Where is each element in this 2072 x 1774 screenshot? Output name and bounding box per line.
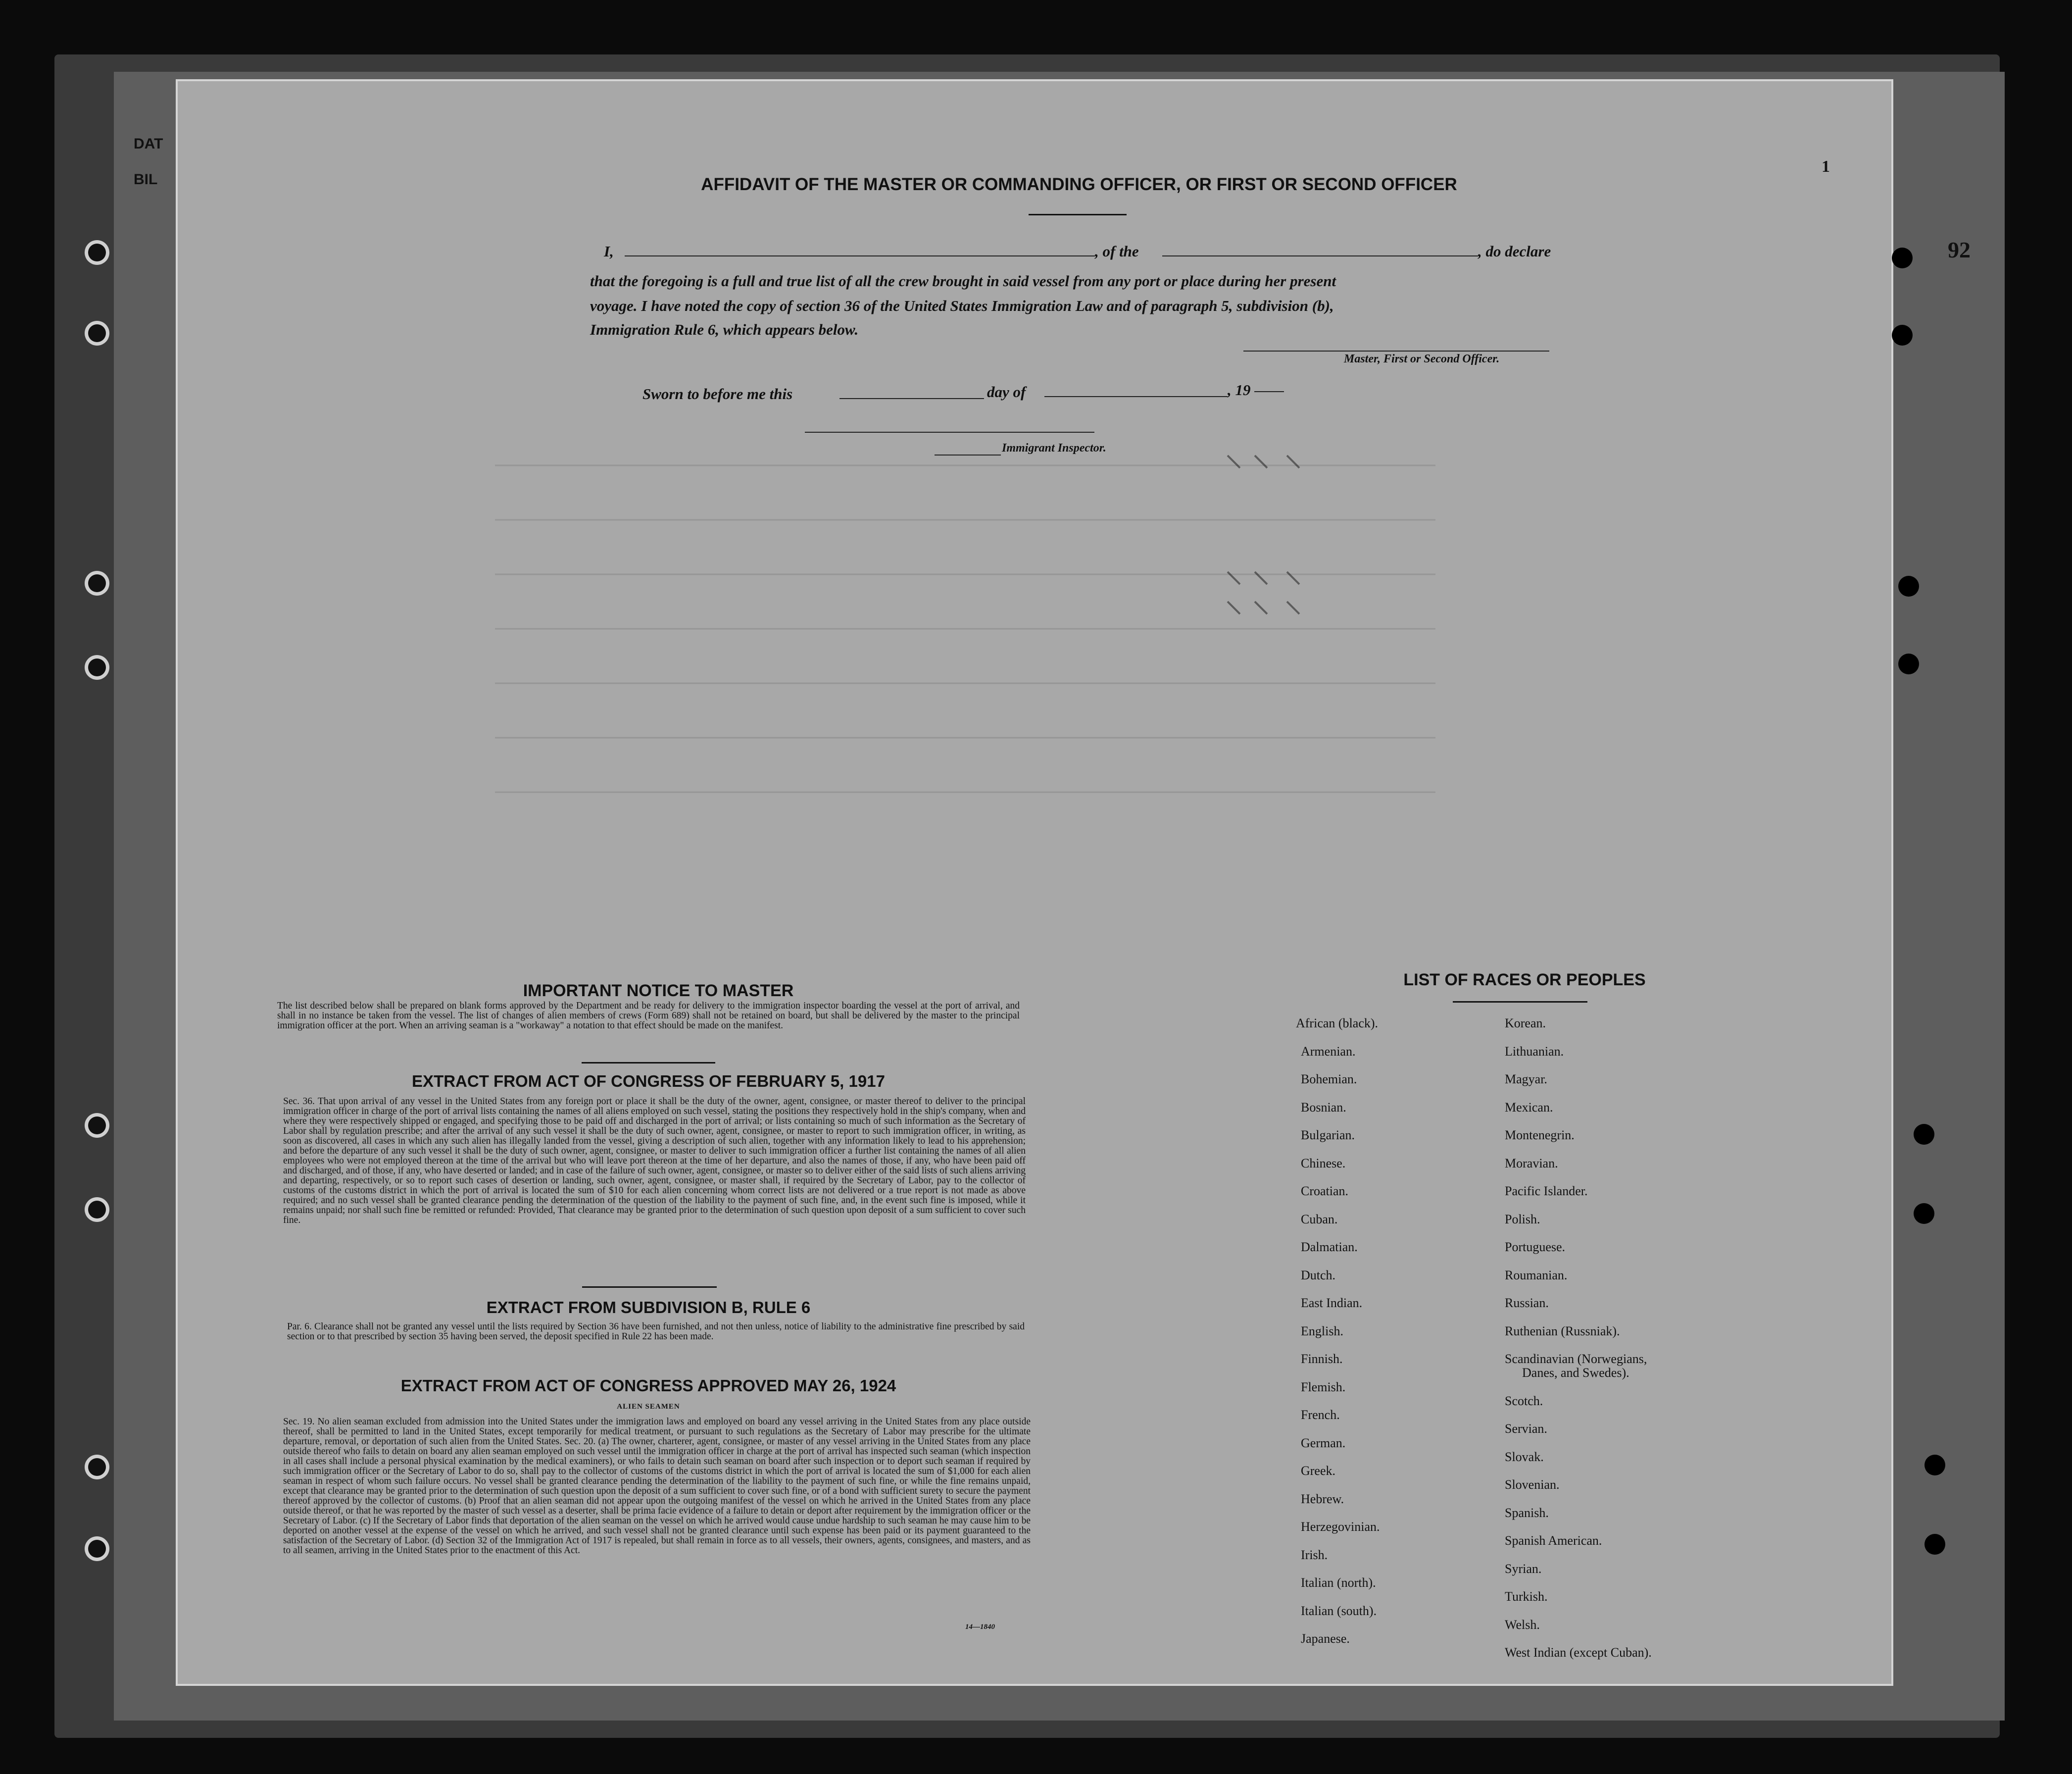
- stub-line-2: BIL: [134, 171, 158, 188]
- page-number: 92: [1948, 237, 1971, 262]
- sworn-month-blank: [1044, 396, 1228, 397]
- race-item: Dalmatian.: [1301, 1240, 1358, 1254]
- race-item: Korean.: [1505, 1016, 1546, 1030]
- race-item: Servian.: [1505, 1421, 1547, 1436]
- bleed-through-lines: [495, 446, 1435, 891]
- name-blank-line: [625, 255, 1095, 256]
- race-item: Slovak.: [1505, 1449, 1544, 1464]
- form-number: 14—1840: [965, 1623, 995, 1631]
- extract-1924-title: EXTRACT FROM ACT OF CONGRESS APPROVED MAY 26, 1924: [400, 1376, 896, 1395]
- notice-text: The list described below shall be prepared on blank forms approved by the Department and be ready for delivery to the immigration inspector boarding the vessel at the port of arrival, and shall in no instance be taken from the vessel. The list of changes of alien members of crews (Form 689) shall not be retained on board, but shall be delivered by the master to the principal immigration officer at the port. When an arriving seaman is a "workaway" a notation to that effect should be made on the manifest.: [277, 1001, 1020, 1031]
- punch-hole: [1914, 1124, 1934, 1145]
- punch-hole: [1914, 1203, 1934, 1224]
- punch-hole: [1924, 1534, 1945, 1555]
- race-item: Spanish American.: [1505, 1533, 1602, 1548]
- notice-rule: [582, 1062, 715, 1064]
- race-item: West Indian (except Cuban).: [1505, 1645, 1652, 1660]
- inspector-signature-underline: [935, 455, 1001, 456]
- race-item: Portuguese.: [1505, 1240, 1566, 1254]
- race-item: Moravian.: [1505, 1156, 1558, 1170]
- extract-1917-title: EXTRACT FROM ACT OF CONGRESS OF FEBRUARY 5, 1917: [412, 1072, 885, 1090]
- race-item: Italian (north).: [1301, 1575, 1376, 1590]
- race-item: Irish.: [1301, 1547, 1328, 1562]
- extract-1917-rule: [582, 1286, 717, 1288]
- race-item: Roumanian.: [1505, 1267, 1568, 1282]
- race-item: Croatian.: [1301, 1184, 1349, 1198]
- race-item: Scotch.: [1505, 1393, 1543, 1408]
- race-item: Slovenian.: [1505, 1477, 1560, 1492]
- inspector-signature-line: [805, 432, 1094, 433]
- races-title-rule: [1453, 1001, 1587, 1003]
- affidavit-i: I,: [604, 243, 614, 260]
- bleed-through-marks: [495, 446, 1435, 891]
- race-item: Bohemian.: [1301, 1072, 1357, 1086]
- race-item: Ruthenian (Russniak).: [1505, 1323, 1620, 1338]
- affidavit-do-declare: , do declare: [1478, 243, 1551, 260]
- race-item: Bosnian.: [1301, 1100, 1346, 1115]
- race-item: Chinese.: [1301, 1156, 1346, 1170]
- race-item: Montenegrin.: [1505, 1128, 1575, 1142]
- race-item: Syrian.: [1505, 1561, 1542, 1576]
- punch-hole: [1892, 248, 1913, 268]
- affidavit-title: AFFIDAVIT OF THE MASTER OR COMMANDING OFFICER, OR FIRST OR SECOND OFFICER: [701, 175, 1457, 194]
- sworn-day-blank: [839, 398, 984, 399]
- race-item: Japanese.: [1301, 1631, 1350, 1646]
- affidavit-of-the: , of the: [1095, 243, 1139, 260]
- sworn-day-of: day of: [987, 383, 1026, 401]
- race-item: Greek.: [1301, 1464, 1336, 1478]
- race-item: Armenian.: [1301, 1044, 1356, 1059]
- left-stub-text: [134, 126, 163, 198]
- binder-hole: [88, 324, 106, 342]
- extract-1917-text: Sec. 36. That upon arrival of any vessel in the United States from any foreign port or place it shall be the duty of the owner, agent, consignee, or master thereof to deliver to the principal immigration officer in charge of the port of arrival lists containing the names of all aliens employed on such vessel, stating the positions they respectively hold in the ship's company, when and where they were respectively shipped or engaged, and specifying those to be paid off and discharged in the port of arrival; or lists containing so much of such information as the Secretary of Labor shall by regulation prescribe; and after the arrival of any such vessel it shall be the duty of such owner, agent, consignee, or master to report to such immigration officer, in writing, as soon as discovered, all cases in which any such alien has illegally landed from the vessel, giving a description of such alien, together with any information likely to lead to his apprehension; and before the departure of any such vessel it shall be the duty of such owner, agent, consignee, or master to deliver to such immigration officer a further list containing the names of all alien employees who were not employed thereon at the time of the arrival but who will leave port thereon at the time of her departure, and also the names of those, if any, who have been paid off and discharged, and of those, if any, who have deserted or landed; and in case of the failure of such owner, agent, consignee, or master so to deliver either of the said lists of such aliens arriving and departing, respectively, or so to report such cases of desertion or landing, such owner, agent, consignee, or master shall, if required by the Secretary of Labor, pay to the collector of customs of the customs district in which the port of arrival is located the sum of $10 for each alien concerning whom correct lists are not delivered or a true report is not made as above required; and no such vessel shall be granted clearance pending the determination of the question of the liability to the payment of such fine, and, in the event such fine is imposed, while it remains unpaid; nor shall such fine be remitted or refunded: Provided, That clearance may be granted prior to the determination of such question upon deposit of a sum sufficient to cover such fine.: [283, 1096, 1026, 1225]
- race-item: Hebrew.: [1301, 1491, 1344, 1506]
- race-item: Bulgarian.: [1301, 1128, 1355, 1142]
- race-item: Mexican.: [1505, 1100, 1553, 1115]
- sworn-text: Sworn to before me this: [642, 385, 793, 403]
- punch-hole: [1898, 654, 1919, 674]
- binder-hole: [88, 244, 106, 261]
- race-item: Flemish.: [1301, 1379, 1346, 1394]
- binder-hole: [88, 1458, 106, 1476]
- race-item: Magyar.: [1505, 1072, 1547, 1086]
- binder-hole: [88, 574, 106, 592]
- sworn-year: , 19: [1228, 381, 1251, 399]
- stub-line-1: DAT: [134, 136, 163, 152]
- race-item: Polish.: [1505, 1212, 1540, 1226]
- binder-hole: [88, 1201, 106, 1218]
- race-item: Finnish.: [1301, 1352, 1343, 1366]
- race-item: German.: [1301, 1435, 1346, 1450]
- race-item: Welsh.: [1505, 1617, 1540, 1632]
- race-item: Pacific Islander.: [1505, 1184, 1588, 1198]
- inspector-label: Immigrant Inspector.: [1002, 442, 1106, 455]
- extract-1924-text: Sec. 19. No alien seaman excluded from admission into the United States under the immigration laws and employed on board any vessel arriving in the United States from any place outside thereof, shall be permitted to land in the United States, except temporarily for medical treatment, or pursuant to such regulations as the Secretary of Labor may prescribe for the ultimate departure, removal, or deportation of such alien from the United States. Sec. 20. (a) The owner, charterer, agent, consignee, or master of any vessel arriving in the United States from any place outside thereof who fails to detain on board any alien seaman employed on such vessel until the immigration officer in charge at the port of arrival has inspected such seaman (which inspection in all cases shall include a personal physical examination by the medical examiners), or who fails to detain such seaman on board after such inspection or to deport such seaman if required by such immigration officer or the Secretary of Labor to do so, shall pay to the collector of customs of the customs district in which the port of arrival is located the sum of $1,000 for each alien seaman in respect of whom such failure occurs. No vessel shall be granted clearance pending the determination of the liability to the payment of such fine, or while the fine remains unpaid, except that clearance may be granted prior to the determination of such question upon the deposit of a sum sufficient to cover such fine, or of a bond with sufficient surety to secure the payment thereof approved by the collector of customs. (b) Proof that an alien seaman did not appear upon the outgoing manifest of the vessel on which he arrived in the United States from any place outside thereof, or that he was reported by the master of such vessel as a deserter, shall be prima facie evidence of a failure to detain or deport after requirement by the immigration officer or the Secretary of Labor. (c) If the Secretary of Labor finds that deportation of the alien seaman on the vessel on which he arrived would cause undue hardship to such seaman he may cause him to be deported on another vessel at the expense of the vessel on which he arrived, and such vessel shall not be granted clearance until such expense has been paid or its payment guaranteed to the satisfaction of the Secretary of Labor. (d) Section 32 of the Immigration Act of 1917 is repealed, but shall remain in force as to all vessels, their owners, agents, consignees, and masters, and as to all seamen, arriving in the United States prior to the enactment of this Act.: [283, 1417, 1031, 1556]
- race-item: Russian.: [1505, 1296, 1549, 1310]
- notice-title: IMPORTANT NOTICE TO MASTER: [523, 981, 794, 1000]
- extract-1924-subtitle: ALIEN SEAMEN: [617, 1403, 680, 1411]
- race-item: Herzegovinian.: [1301, 1520, 1380, 1534]
- race-item: Scandinavian (Norwegians,: [1505, 1352, 1647, 1366]
- race-item: East Indian.: [1301, 1296, 1363, 1310]
- affidavit-line-4: Immigration Rule 6, which appears below.: [590, 321, 859, 338]
- race-item: Lithuanian.: [1505, 1044, 1564, 1059]
- race-item: French.: [1301, 1408, 1340, 1422]
- race-item: English.: [1301, 1323, 1343, 1338]
- race-item: Spanish.: [1505, 1505, 1549, 1520]
- race-item: Cuban.: [1301, 1212, 1338, 1226]
- race-item: Italian (south).: [1301, 1603, 1377, 1618]
- binder-hole: [88, 1116, 106, 1134]
- binder-hole: [88, 659, 106, 676]
- master-signature-line: [1243, 351, 1549, 352]
- binder-hole: [88, 1540, 106, 1558]
- race-item: Dutch.: [1301, 1267, 1336, 1282]
- sworn-year-blank: [1254, 391, 1284, 392]
- rule6-text: Par. 6. Clearance shall not be granted any vessel until the lists required by Section 36 have been furnished, and not then unless, notice of liability to the administrative fine prescribed by said section or to that prescribed by section 35 having been served, the deposit specified in Rule 22 has been made.: [287, 1321, 1025, 1342]
- race-item: Danes, and Swedes).: [1522, 1366, 1629, 1380]
- rule6-title: EXTRACT FROM SUBDIVISION B, RULE 6: [486, 1298, 811, 1317]
- vessel-blank-line: [1162, 255, 1478, 256]
- punch-hole: [1924, 1455, 1945, 1475]
- races-title: LIST OF RACES OR PEOPLES: [1403, 970, 1646, 989]
- affidavit-line-3: voyage. I have noted the copy of section 36 of the United States Immigration Law and of paragraph 5, subdivision (b),: [590, 297, 1334, 314]
- race-item: African (black).: [1296, 1016, 1379, 1030]
- affidavit-line-2: that the foregoing is a full and true list of all the crew brought in said vessel from any port or place during her present: [590, 272, 1336, 290]
- punch-hole: [1892, 325, 1913, 346]
- race-item: Turkish.: [1505, 1589, 1548, 1604]
- master-signature-label: Master, First or Second Officer.: [1344, 353, 1500, 365]
- affidavit-title-rule: [1029, 214, 1127, 215]
- corner-mark: 1: [1822, 157, 1830, 176]
- punch-hole: [1898, 576, 1919, 597]
